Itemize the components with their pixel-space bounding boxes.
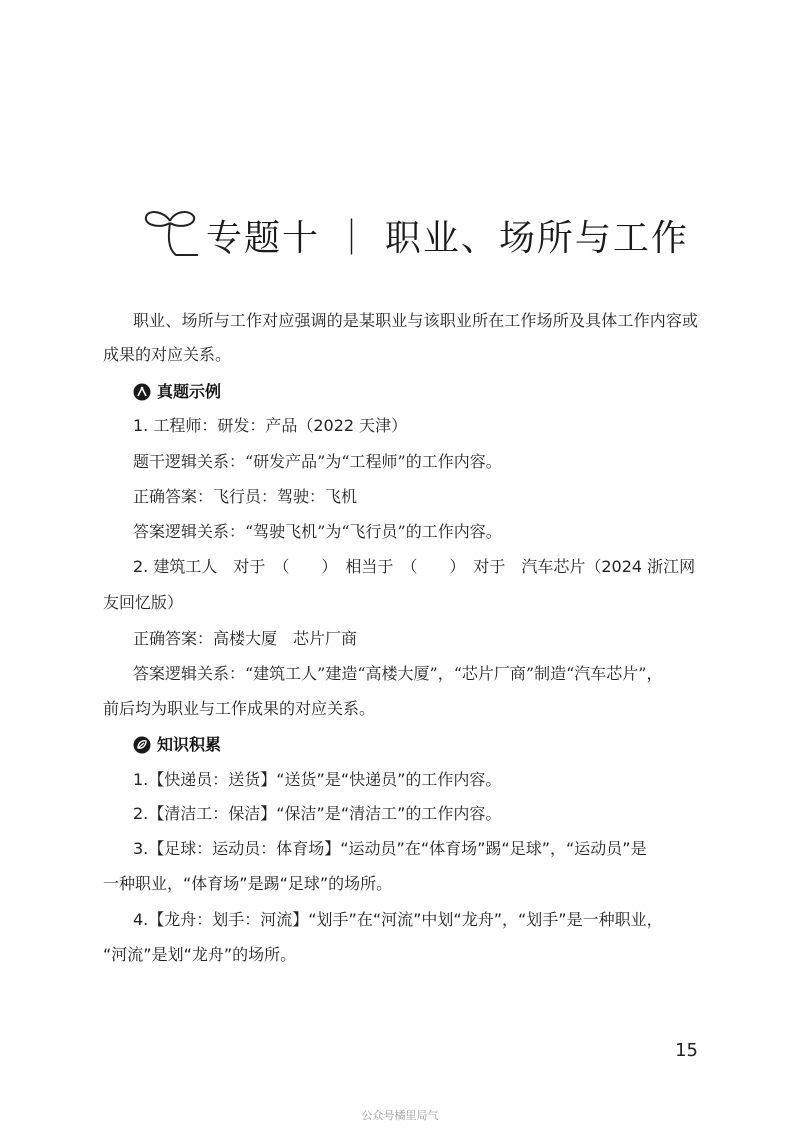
knowledge-item-3-line2: 一种职业，“体育场”是踢“足球”的场所。: [103, 874, 393, 893]
example1-answer: 正确答案：飞行员：驾驶：飞机: [133, 487, 358, 506]
chapter-title-block: [140, 200, 689, 270]
compass-icon: [133, 383, 151, 401]
section-heading-exam-label: 真题示例: [157, 382, 222, 401]
example2-question-line1: 2. 建筑工人 对于 （ ） 相当于 （ ） 对于 汽车芯片（2024 浙江网: [133, 557, 696, 576]
page-title: 专题十 ｜ 职业、场所与工作: [206, 217, 689, 259]
example2-question-line2: 友回忆版）: [103, 593, 184, 612]
sprout-icon: [140, 207, 202, 263]
section-heading-knowledge-label: 知识积累: [157, 735, 222, 754]
example2-answer: 正确答案：高楼大厦 芯片厂商: [133, 629, 358, 648]
knowledge-item-3-line1: 3.【足球：运动员：体育场】“运动员”在“体育场”踢“足球”，“运动员”是: [133, 839, 647, 858]
section-heading-exam: [133, 381, 221, 403]
example2-answer-logic-line2: 前后均为职业与工作成果的对应关系。: [103, 699, 376, 718]
leaf-icon: [133, 736, 151, 754]
intro-line-1: 职业、场所与工作对应强调的是某职业与该职业所在工作场所及具体工作内容或: [133, 311, 698, 330]
example1-logic: 题干逻辑关系：“研发产品”为“工程师”的工作内容。: [133, 452, 502, 471]
knowledge-item-4-line2: “河流”是划“龙舟”的场所。: [103, 945, 297, 964]
knowledge-item-2: 2.【清洁工：保洁】“保洁”是“清洁工”的工作内容。: [133, 804, 502, 823]
page-number: 15: [675, 1040, 698, 1061]
intro-line-2: 成果的对应关系。: [103, 345, 232, 364]
knowledge-item-4-line1: 4.【龙舟：划手：河流】“划手”在“河流”中划“龙舟”，“划手”是一种职业，: [133, 910, 663, 929]
example1-answer-logic: 答案逻辑关系：“驾驶飞机”为“飞行员”的工作内容。: [133, 522, 502, 541]
knowledge-item-1: 1.【快递员：送货】“送货”是“快递员”的工作内容。: [133, 770, 502, 789]
example1-question: 1. 工程师：研发：产品（2022 天津）: [133, 416, 408, 435]
section-heading-knowledge: [133, 734, 221, 756]
watermark-text: 公众号橘里局气: [361, 1109, 439, 1122]
example2-answer-logic-line1: 答案逻辑关系：“建筑工人”建造“高楼大厦”，“芯片厂商”制造“汽车芯片”，: [133, 664, 663, 683]
